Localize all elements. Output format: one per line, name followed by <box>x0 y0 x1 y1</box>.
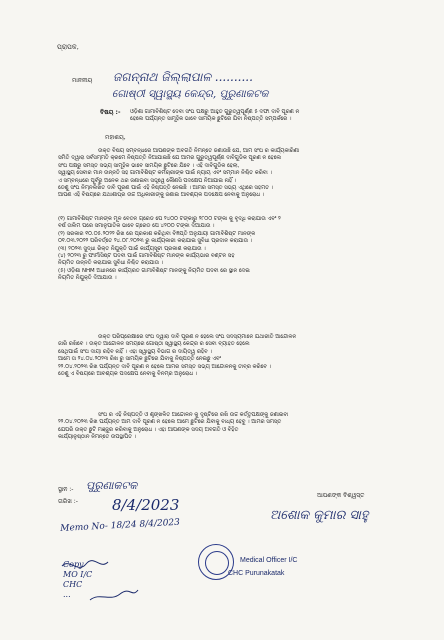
paragraph-line: ସଂଘ ର ଏହି ନିଷ୍ପତ୍ତି ଓ ଶୃଙ୍ଖଳିତ ଆନ୍ଦୋଳନ କୁ ଦୃଷ୍ଟିରେ ରଖି ଉଚ୍ଚ କର୍ତ୍ତୃପକ୍ଷଙ୍କୁ ଜଣାଇବା <box>98 412 289 418</box>
paragraph-line: ଜାରି ରଖିବେ । ଉକ୍ତ ଆନ୍ଦୋଳନ ସମୟରେ ଗୋଷ୍ଠୀ ସ୍ୱାସ୍ଥ୍ୟ କେନ୍ଦ୍ର ର ସେବା ବ୍ୟାହତ ହେଲେ <box>58 341 250 348</box>
subject-line: ହେଲେ ପର୍ଯ୍ୟନ୍ତ ସାମୂହିକ ଭାବେ ସାମୟିକ ଛୁଟିରେ ଯିବା ନିଷ୍ପତ୍ତି ସମ୍ପର୍କରେ । <box>130 116 292 123</box>
paragraph-line: ସମିତି ଦ୍ୱାରା ସର୍ବସମ୍ମତି କ୍ରମେ ନିଷ୍ପତ୍ତି ନିଆଯାଇଛି ଯେ ଆମର ଗୁରୁତ୍ୱପୂର୍ଣ୍ଣ ଦାବିଗୁଡିକ ପୂରଣ ନ ହେଲେ <box>58 155 282 162</box>
paragraph-line: ଉକ୍ତ ବିଷୟ ସମ୍ବନ୍ଧରେ ଆପଣଙ୍କ ଅବଗତି ନିମନ୍ତେ ଜଣାଉଛି ଯେ, ଆମ ସଂଘ ର କାର୍ଯ୍ୟକାରିଣୀ <box>98 148 300 154</box>
addressee-address-handwritten: ଗୋଷ୍ଠୀ ସ୍ୱାସ୍ଥ୍ୟ କେନ୍ଦ୍ର, ପୁରୁଣାକଟକ <box>112 88 269 100</box>
signature-scribble-icon <box>60 556 140 606</box>
copy-note-line: MO I/C <box>63 570 93 579</box>
paragraph-line: ସଂଘ ପକ୍ଷରୁ ସମସ୍ତ ସଭ୍ୟ ସାମୂହିକ ଭାବେ ସାମୟିକ ଛୁଟିରେ ଯିବେ । ଏହି ଦାବିଗୁଡିକ ହେଲା, <box>58 162 240 169</box>
salutation: ମହାଶୟ, <box>105 134 126 141</box>
paragraph-line: ଆପଣ ଏହି ବିଷୟରେ ଯଥାଶୀଘ୍ର ଉଚ୍ଚ ଅଧିକାରୀଙ୍କୁ ଜଣାଇ ଆବଶ୍ୟକ ପଦକ୍ଷେପ ନେବାକୁ ଅନୁରୋଧ । <box>58 192 265 199</box>
place-handwritten: ପୁରୁଣାକଟକ <box>86 479 138 492</box>
stamp-office: CHC Purunakatak <box>228 570 285 577</box>
paragraph-line: ଆମେ ତା ୨୪.୦୪.୨୦୨୩ ରିଖ ରୁ ସାମୟିକ ଛୁଟିରେ ଯିବାକୁ ନିଷ୍ପତ୍ତି ନେଇଛୁ ଏବଂ <box>58 356 221 363</box>
subject-line: ଓଡ଼ିଶା ଗାମୀବିଶିଷ୍ଟ ଦେବା ସଂଘ ପକ୍ଷରୁ ଆହୁତ ଗୁରୁତ୍ୱପୂର୍ଣ୍ଣ ୫ ଦଫା ଦାବି ପୂରଣ ନ <box>130 109 300 115</box>
demand-line: (୪) ୨୦୨୩ ରୁ ଫାର୍ମାସିଷ୍ଟ ପଦବୀ ପାଇଁ ଗାମୀବିଶିଷ୍ଟ ମାନଙ୍କ କାର୍ଯ୍ୟଭାର ବଣ୍ଟନ ସହ <box>58 253 235 260</box>
body-paragraph-1 <box>58 148 299 200</box>
paragraph-line: କାର୍ଯ୍ୟାନୁଷ୍ଠାନ ନିମନ୍ତେ ଉପସ୍ଥାପିତ । <box>58 434 137 441</box>
demand-line: ନିୟମିତ ନିଯୁକ୍ତି ଦିଆଯାଉ । <box>58 275 117 282</box>
body-paragraph-2 <box>58 334 296 378</box>
demand-line: (୧) ଗାମୀବିଶିଷ୍ଟ ମାନଙ୍କ ମୂଳ ବେତନ ଗ୍ରେଡ ପେ ୨୪୦୦ ଟଙ୍କାରୁ ୨୮୦୦ ଟଙ୍କା କୁ ବୃଦ୍ଧି କରାଯାଉ ଏବଂ ୨ <box>58 216 281 222</box>
copy-note-line: ... <box>63 590 71 599</box>
closing-label: ଆପଣଙ୍କ ବିଶ୍ୱସ୍ତ <box>317 492 365 499</box>
paragraph-line: ୨୨.୦୪.୨୦୨୩ ରିଖ ପର୍ଯ୍ୟନ୍ତ ଦାବି ପୂରଣ ନ ହେଲେ ଆମର ସମସ୍ତ ସଭ୍ୟ ଆନ୍ଦୋଳନକୁ ତୀବ୍ର କରିବେ । <box>58 363 272 370</box>
paragraph-line: ଏ ସମ୍ବନ୍ଧରେ ପୂର୍ବରୁ ଅନେକ ଥର ଜଣାଇବା ସତ୍ତ୍ୱେ କୌଣସି ପଦକ୍ଷେପ ନିଆଯାଇ ନାହିଁ । <box>58 177 237 184</box>
paragraph-line: ସ୍ୱାସ୍ଥ୍ୟ ସେବାର ମାନ ଉନ୍ନତି ସହ ଗାମୀବିଶିଷ୍ଟ କର୍ମଚାରୀଙ୍କ ପାଇଁ ନ୍ୟାୟ ଏବଂ ସମ୍ମାନ ନିଶ୍ଚିତ କରିବା । <box>58 170 272 177</box>
paragraph-line: ୨୨.୦୪.୨୦୨୩ ରିଖ ପର୍ଯ୍ୟନ୍ତ ଆମ ଦାବି ପୂରଣ ନ ହେଲେ ଆମେ ଛୁଟିରେ ଯିବାକୁ ବାଧ୍ୟ ହେବୁ । ଆମର ସମସ୍ତ <box>58 419 282 426</box>
demand-line: (୨) ସରକାର ୧୦.୦୫.୨୦୨୨ ରିଖ ରେ ପ୍ରକାଶ କରିଥିବା ବିଜ୍ଞପ୍ତି ଅନୁଯାୟୀ ଗାମୀବିଶିଷ୍ଟ ମାନଙ୍କ <box>58 230 256 237</box>
copy-note-line: Copy <box>63 560 84 569</box>
addressee-name-handwritten: ଜଗନ୍ନାଥ ଜିଲ୍ଲାପାଳ .......... <box>113 70 253 84</box>
place-label: ସ୍ଥାନ :- <box>58 486 74 493</box>
paragraph-line: ତେଣୁ ଏ ବିଷୟରେ ଆବଶ୍ୟକ ପଦକ୍ଷେପ ନେବାକୁ ବିନମ୍ର ଅନୁରୋଧ । <box>58 371 198 378</box>
date-handwritten: 8/4/2023 <box>112 496 180 514</box>
demands-list <box>58 216 281 283</box>
signature-handwritten: ଅଶୋକ କୁମାର ସାହୁ <box>270 508 369 523</box>
copy-note-line: CHC <box>63 580 83 589</box>
stamp-designation: Medical Officer I/C <box>240 557 298 564</box>
demand-line: ବର୍ଷ ତାଲିମ ପରେ ସମାନୁପାତିକ ଭାବେ ଗ୍ରେଡ ପେ ୪୨୦୦ ଟଙ୍କା ଦିଆଯାଉ । <box>58 223 215 230</box>
demand-line: (୩) ୨୦୨୩ ସୁଦ୍ଧା ରିକ୍ତ ନିଯୁକ୍ତି ପାଇଁ କାର୍ଯ୍ୟସୂଚୀ ପ୍ରକାଶ କରାଯାଉ । <box>58 245 206 252</box>
recipient-label: ପ୍ରାପକ, <box>57 43 79 51</box>
addressee-title-label: ମାନନୀୟ <box>72 77 93 84</box>
paragraph-line: ଉକ୍ତ ପରିପ୍ରେକ୍ଷୀରେ ସଂଘ ଦ୍ୱାରା ଦାବି ପୂରଣ ନ ହେଲେ ସଂଘ ସଦସ୍ୟମାନେ ଯଥାରୀତି ଆନ୍ଦୋଳନ <box>98 334 297 340</box>
demand-line: ନିୟମିତ ଉନ୍ନତି କରାଯାଇ ସୁବିଧା ନିଶ୍ଚିତ କରାଯାଉ । <box>58 260 164 267</box>
paragraph-line: ସେଥିପାଇଁ ସଂଘ ଦାୟୀ ରହିବ ନାହିଁ । ଏହା ସ୍ୱାସ୍ଥ୍ୟ ବିଭାଗ ର ଦାୟିତ୍ୱ ରହିବ । <box>58 348 212 355</box>
demand-line: ୦୧.୦୩.୨୦୨୨ ପରିବର୍ତ୍ତେ ୨୪.୦୮.୨୦୨୩ ରୁ କାର୍ଯ୍ୟକାରୀ କରାଯାଇ ସୁବିଧା ପ୍ରଦାନ କରାଯାଉ । <box>58 238 253 245</box>
date-label: ତାରିଖ :- <box>58 498 78 505</box>
body-paragraph-3 <box>58 412 288 442</box>
subject-text <box>130 109 299 124</box>
demand-line: (୫) ଓଡ଼ିଶା NHM ଅଧୀନରେ କାର୍ଯ୍ୟରତ ଗାମୀବିଶିଷ୍ଟ ମାନଙ୍କୁ ନିୟମିତ ପଦବୀ ରେ ସ୍ଥାନ ଦେଇ <box>58 267 250 274</box>
subject-label: ବିଷୟ :- <box>100 109 121 116</box>
paragraph-line: ଯେପରି ଉକ୍ତ ଛୁଟି ମଞ୍ଜୁର କରିବାକୁ ଅନୁରୋଧ । ଏହା ଆପଣଙ୍କ ସଦୟ ଅବଗତି ଓ ବିହିତ <box>58 426 239 433</box>
paragraph-line: ତେଣୁ ସଂଘ ନିମ୍ନଲିଖିତ ଦାବି ପୂରଣ ପାଇଁ ଏହି ନିଷ୍ପତ୍ତି ନେଇଛି । ଆମର ସମସ୍ତ ସଭ୍ୟ ଏଥିରେ ସହମତ । <box>58 185 274 192</box>
memo-handwritten: Memo No- 18/24 8/4/2023 <box>60 517 181 534</box>
